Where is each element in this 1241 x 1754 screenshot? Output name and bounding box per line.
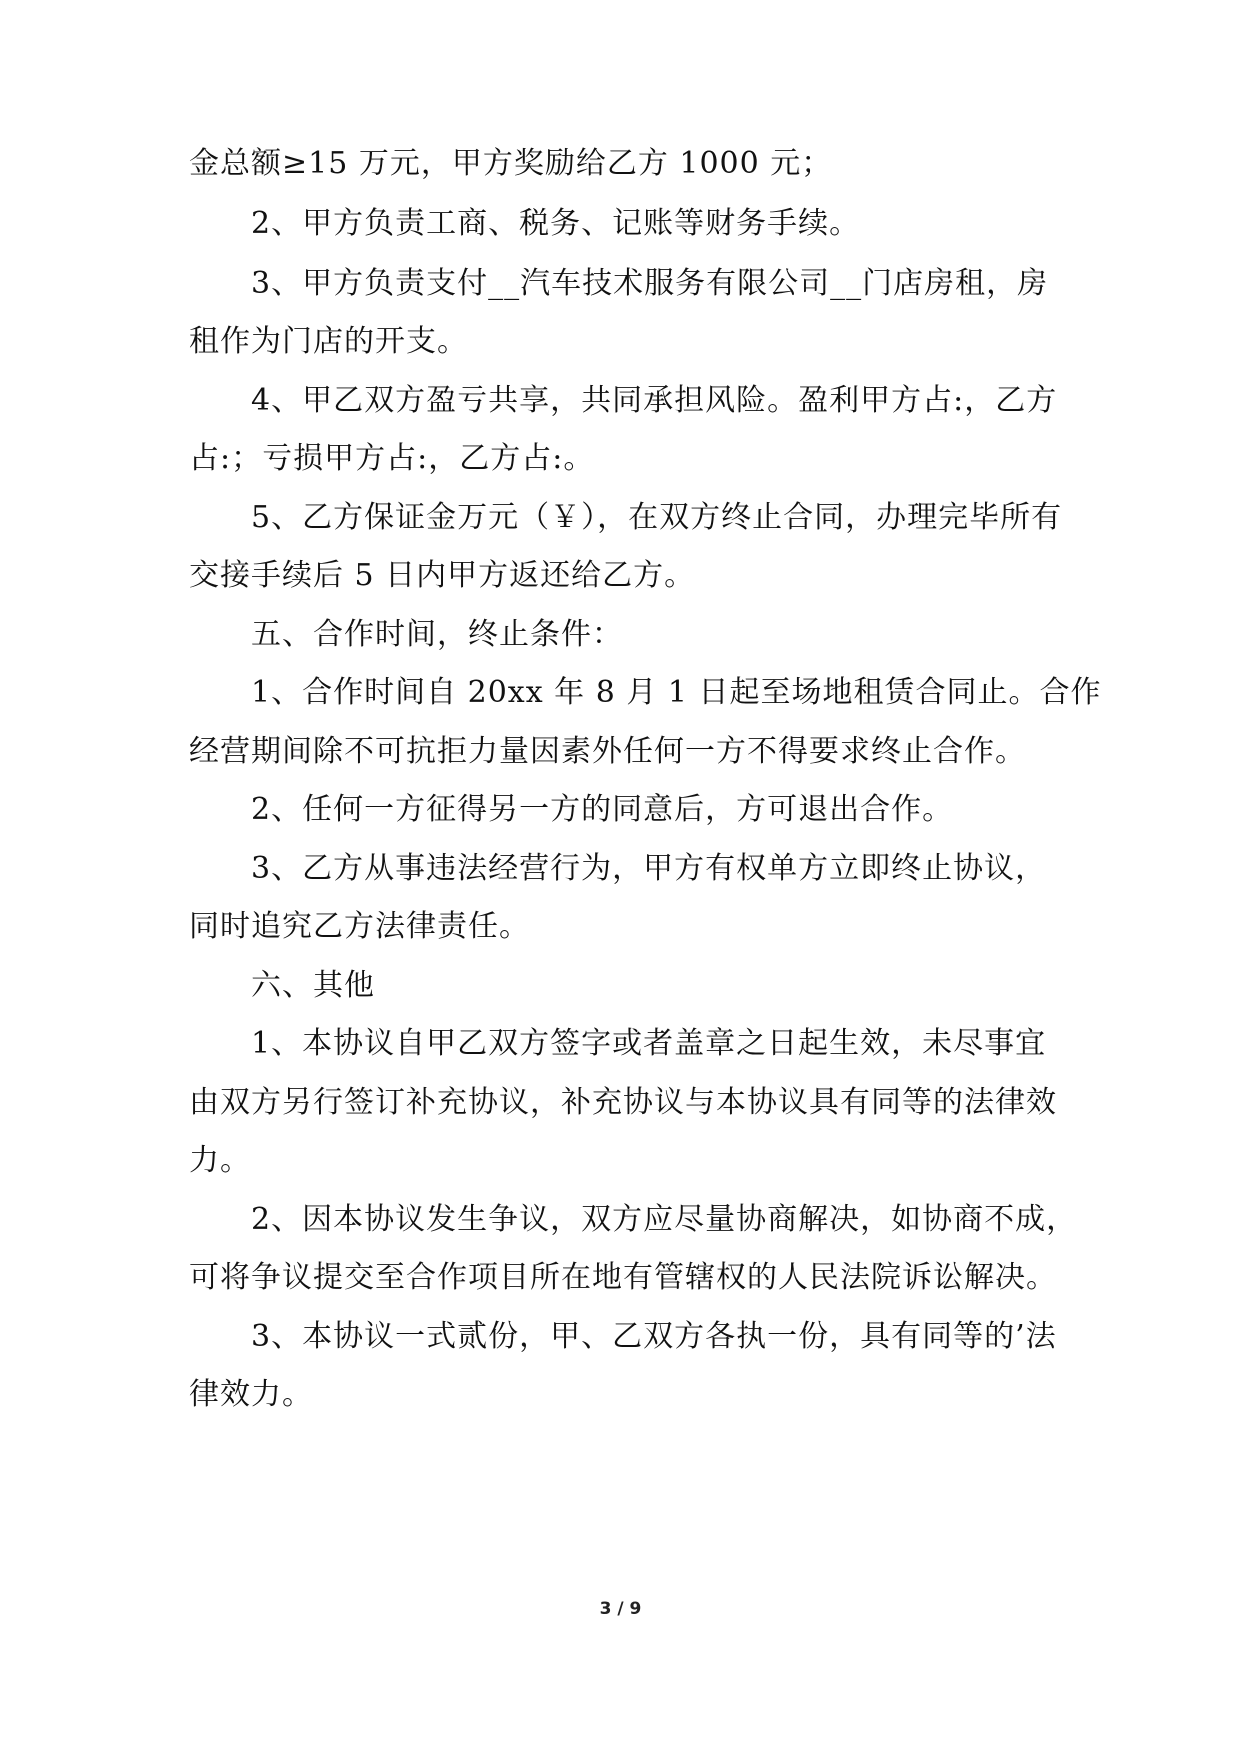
text-line-continuation: 金总额≥15 万元，甲方奖励给乙方 1000 元； (189, 146, 833, 181)
clause-6-item-2: 2、因本协议发生争议，双方应尽量协商解决，如协商不成， (251, 1202, 1078, 1237)
clause-5-item-3: 3、乙方从事违法经营行为，甲方有权单方立即终止协议， (251, 851, 1047, 886)
clause-6-item-3: 3、本协议一式贰份，甲、乙双方各执一份，具有同等的’法 (251, 1319, 1057, 1354)
clause-4-item-3: 3、甲方负责支付__汽车技术服务有限公司__门店房租，房 (251, 266, 1049, 301)
clause-6-item-2-continued: 可将争议提交至合作项目所在地有管辖权的人民法院诉讼解决。 (189, 1260, 1057, 1295)
clause-4-item-5-continued: 交接手续后 5 日内甲方返还给乙方。 (189, 558, 696, 593)
clause-5-item-2: 2、任何一方征得另一方的同意后，方可退出合作。 (251, 792, 954, 827)
clause-4-item-5: 5、乙方保证金万元（￥），在双方终止合同，办理完毕所有 (251, 500, 1063, 535)
section-6-heading: 六、其他 (251, 968, 375, 1003)
clause-6-item-1: 1、本协议自甲乙双方签字或者盖章之日起生效，未尽事宜 (251, 1026, 1047, 1061)
section-5-heading: 五、合作时间，终止条件： (251, 617, 623, 652)
page-number: 3 / 9 (599, 1599, 642, 1619)
clause-5-item-1-continued: 经营期间除不可抗拒力量因素外任何一方不得要求终止合作。 (189, 734, 1026, 769)
clause-4-item-4-continued: 占:；亏损甲方占:，乙方占:。 (189, 441, 595, 476)
clause-5-item-1: 1、合作时间自 20xx 年 8 月 1 日起至场地租赁合同止。合作 (251, 675, 1102, 710)
clause-4-item-3-continued: 租作为门店的开支。 (189, 324, 468, 359)
clause-5-item-3-continued: 同时追究乙方法律责任。 (189, 909, 530, 944)
clause-6-item-1-continued: 由双方另行签订补充协议，补充协议与本协议具有同等的法律效 (189, 1085, 1057, 1120)
clause-4-item-4: 4、甲乙双方盈亏共享，共同承担风险。盈利甲方占:，乙方 (251, 383, 1058, 418)
clause-6-item-3-continued: 律效力。 (189, 1377, 313, 1412)
clause-4-item-2: 2、甲方负责工商、税务、记账等财务手续。 (251, 206, 861, 241)
clause-6-item-1-end: 力。 (189, 1143, 251, 1178)
